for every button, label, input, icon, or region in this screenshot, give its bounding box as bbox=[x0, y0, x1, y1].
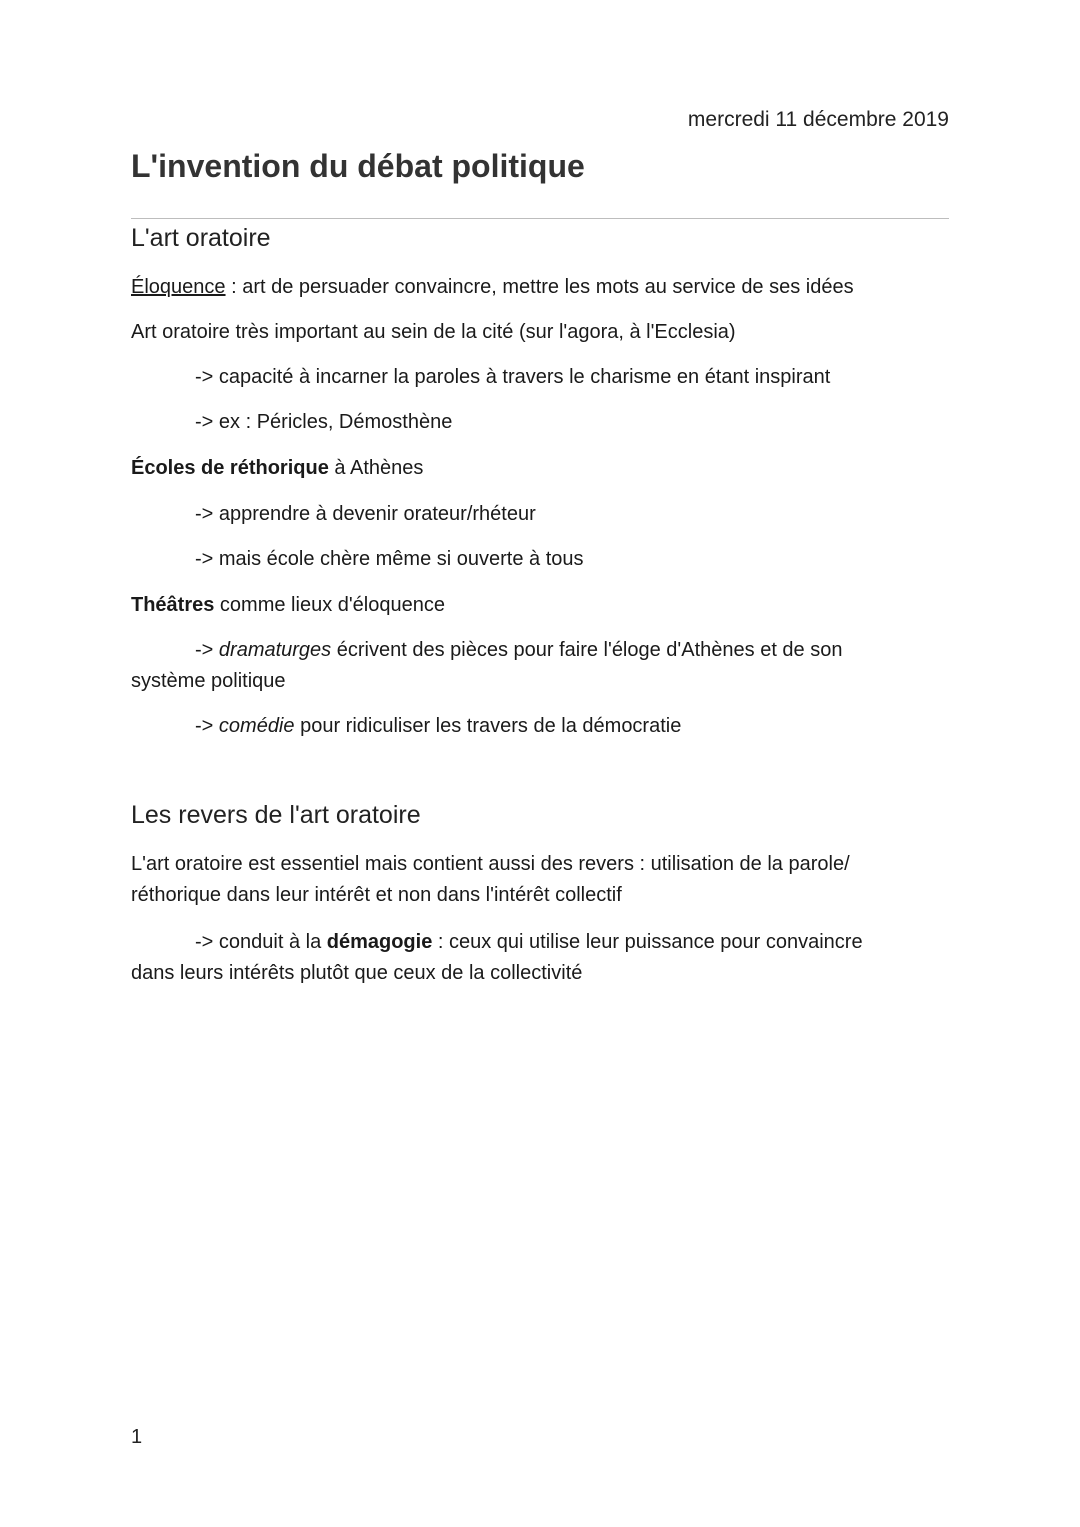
ecoles-sub-item-1-text: -> apprendre à devenir orateur/rhéteur bbox=[195, 503, 536, 525]
theatres-sub-item-2 bbox=[131, 711, 949, 742]
comedie-term: comédie bbox=[218, 715, 295, 737]
revers-paragraph bbox=[131, 849, 949, 911]
theatres-sub-1-rest: écrivent des pièces pour faire l'éloge d'Athènes et de son bbox=[331, 639, 843, 661]
theatres-sub-2-rest: pour ridiculiser les travers de la démocratie bbox=[294, 715, 682, 737]
art-oratoire-line: Art oratoire très important au sein de la cité (sur l'agora, à l'Ecclesia) bbox=[131, 321, 736, 343]
eloquence-def-text: : art de persuader convaincre, mettre les mots au service de ses idées bbox=[225, 276, 854, 298]
title-divider bbox=[131, 218, 949, 219]
dramaturges-term: dramaturges bbox=[218, 639, 332, 661]
page-title: L'invention du débat politique bbox=[131, 148, 585, 184]
art-sub-item-2-text: -> ex : Péricles, Démosthène bbox=[195, 411, 453, 433]
ecoles-sub-item-1 bbox=[131, 499, 949, 530]
theatres-sub-1-continuation: système politique bbox=[131, 670, 286, 692]
demagogie-prefix: -> conduit à la bbox=[195, 931, 327, 953]
ecoles-rest: à Athènes bbox=[328, 457, 424, 479]
theatres-sub-item-1 bbox=[131, 635, 949, 697]
demagogie-rest: : ceux qui utilise leur puissance pour convaincre bbox=[432, 931, 863, 953]
theatres-term: Théâtres bbox=[131, 594, 215, 616]
demagogie-item bbox=[131, 927, 949, 989]
art-sub-item-1 bbox=[131, 362, 949, 393]
revers-paragraph-line-1: L'art oratoire est essentiel mais contient aussi des revers : utilisation de la parole/ bbox=[131, 853, 850, 875]
ecoles-line bbox=[131, 453, 949, 484]
ecoles-sub-item-2-text: -> mais école chère même si ouverte à tous bbox=[195, 548, 584, 570]
theatres-line bbox=[131, 590, 949, 621]
theatres-sub-item-2-line bbox=[131, 711, 681, 742]
page-number: 1 bbox=[131, 1426, 143, 1448]
eloquence-definition bbox=[131, 272, 949, 303]
document-date: mercredi 11 décembre 2019 bbox=[687, 108, 949, 131]
demagogie-continuation: dans leurs intérêts plutôt que ceux de la collectivité bbox=[131, 962, 583, 984]
section-heading-art-oratoire: L'art oratoire bbox=[131, 224, 271, 252]
art-sub-item-1-text: -> capacité à incarner la paroles à travers le charisme en étant inspirant bbox=[195, 366, 831, 388]
theatres-sub-item-1-line bbox=[131, 635, 842, 666]
eloquence-term: Éloquence bbox=[131, 276, 226, 298]
theatres-sub-2-prefix: -> bbox=[195, 715, 219, 737]
theatres-rest: comme lieux d'éloquence bbox=[214, 594, 445, 616]
theatres-sub-1-prefix: -> bbox=[195, 639, 219, 661]
demagogie-term: démagogie bbox=[326, 931, 433, 953]
revers-paragraph-line-2: réthorique dans leur intérêt et non dans l'intérêt collectif bbox=[131, 884, 622, 906]
section-heading-revers: Les revers de l'art oratoire bbox=[131, 801, 421, 829]
ecoles-term: Écoles de réthorique bbox=[131, 457, 329, 479]
art-sub-item-2 bbox=[131, 407, 949, 438]
demagogie-item-line bbox=[131, 927, 863, 958]
ecoles-sub-item-2 bbox=[131, 544, 949, 575]
